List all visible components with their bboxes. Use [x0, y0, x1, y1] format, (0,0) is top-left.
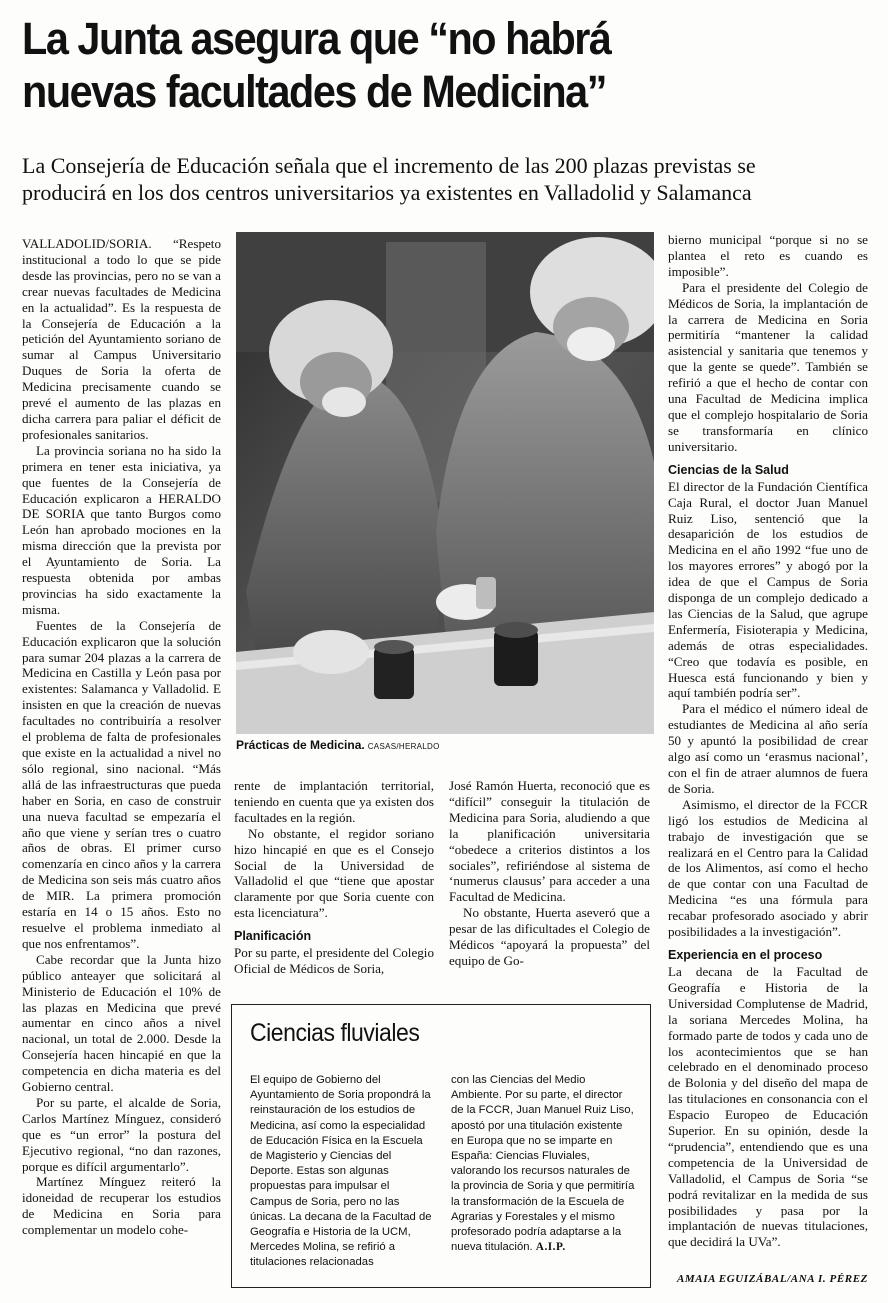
paragraph: José Ramón Huerta, reconoció que es “difícil” conseguir la titulación de Medicina para Soria, aludiendo a que la planificación universitaria “obedece a criterios distintos a los sociales”, refiriéndose al sistema de ‘numerus clausus’ para acceder a una Facultad de Medicina.: [449, 778, 650, 905]
byline: AMAIA EGUIZÁBAL/ANA I. PÉREZ: [676, 1273, 868, 1285]
section-heading-experiencia: Experiencia en el proceso: [668, 947, 823, 962]
article-column-2: [234, 778, 434, 993]
paragraph: Por su parte, el alcalde de Soria, Carlos Martínez Mínguez, consideró que es “un error” la postura del Ejecutivo regional, “no dan razones, porque es difícil argumentarlo”.: [22, 1094, 221, 1174]
headline: [22, 12, 804, 118]
article-column-1: [22, 236, 221, 1296]
subheadline: [22, 152, 872, 206]
sidebar-title: Ciencias fluviales: [250, 1019, 420, 1047]
paragraph: Asimismo, el director de la FCCR ligó los estudios de Medicina al trabajo de investigación que se realizará en el Centro para la Calidad de los Alimentos, así como el hecho de que contar con una Facultad de Medicina “es una fórmula para recabar profesorado asociado y abrir posibilidades a la investigación”.: [668, 796, 868, 940]
photo-medical-students: [236, 232, 654, 734]
photo-credit: CASAS/HERALDO: [367, 742, 440, 751]
paragraph: rente de implantación territorial, teniendo en cuenta que ya existen dos facultades en la región.: [234, 778, 434, 825]
paragraph: bierno municipal “porque si no se plantea el reto es cuando es imposible”.: [668, 232, 868, 279]
headline-line-2: nuevas facultades de Medicina”: [22, 66, 606, 117]
paragraph: Por su parte, el presidente del Colegio Oficial de Médicos de Soria,: [234, 945, 434, 977]
article-column-3: [449, 778, 650, 993]
headline-line-1: La Junta asegura que “no habrá: [22, 13, 611, 64]
photo-caption: [236, 738, 440, 752]
sidebar-column-1: El equipo de Gobierno del Ayuntamiento de Soria propondrá la reinstauración de los estudios de Medicina, así como la especialidad de Educación Física en la Escuela de Magisterio y Ciencias del Deporte. Estas son algunas propuestas para impulsar el Campus de Soria, pero no las únicas. La decana de la Facultad de Geografía e Historia de la UCM, Mercedes Molina, se refirió a titulaciones relacionadas: [250, 1074, 432, 1269]
sidebar-signature: A.I.P.: [535, 1241, 566, 1254]
sidebar-column-2: [451, 1073, 637, 1283]
subheadline-line-2: producirá en los dos centros universitarios ya existentes en Valladolid y Salamanca: [22, 180, 752, 205]
photo-illustration: [236, 232, 654, 734]
paragraph: Para el presidente del Colegio de Médicos de Soria, la implantación de la carrera de Medicina en Soria permitiría “mantener la calidad asistencial y sanitaria que tenemos y que la gente se quede”. También se refirió a que el hecho de contar con una Facultad de Medicina implica que el complejo hospitalario de Soria se transformaría en clínico universitario.: [668, 279, 868, 454]
paragraph: Para el médico el número ideal de estudiantes de Medicina al año sería 50 y apuntó la posibilidad de crear algo así como un ‘erasmus nacional’, con el fin de atraer alumnos de fuera de Soria.: [668, 701, 868, 796]
paragraph: No obstante, Huerta aseveró que a pesar de las dificultades el Colegio de Médicos “apoyará la propuesta” del equipo de Go-: [449, 905, 650, 968]
caption-text: Prácticas de Medicina.: [236, 738, 365, 752]
paragraph: La decana de la Facultad de Geografía e Historia de la Universidad Complutense de Madrid, la soriana Mercedes Molina, ha formado parte de todos y cada uno de los acontecimientos que se han celebrado en el denominado proceso de Bolonia y del diseño del mapa de las titulaciones en consonancia con el Espacio Europeo de Educación Superior. En su opinión, desde la “prudencia”, entendiendo que es una competencia de la Universidad de Valladolid, el Campus de Soria “se podrá revitalizar en la medida de sus posibilidades y pasa por la implantación de nuevas titulaciones, que decidirá la UVa”.: [668, 963, 868, 1250]
subheadline-line-1: La Consejería de Educación señala que el incremento de las 200 plazas previstas se: [22, 153, 756, 178]
paragraph: Fuentes de la Consejería de Educación explicaron que la solución para sumar 204 plazas a la carrera de Medicina en Castilla y León pasa por existentes: Salamanca y Valladolid. E insisten en que la creación de nuevas facultades no contribuiría a resolver el problema de falta de profesionales que existe en la actualidad a nivel no sólo regional, sino nacional. “Más allá de las infraestructuras que pueda haber en Soria, en caso de construir una nueva facultad se empezaría el año que viene y serían tres o cuatro años de obras. El primer curso comenzaría en cinco años y la carrera de Medicina son seis más cuatro años de MIR. La primera promoción estaría en 14 o 15 años. Esto no resuelve el problema inmediato al que nos enfrentamos”.: [22, 617, 221, 951]
sidebar-text: con las Ciencias del Medio Ambiente. Por su parte, el director de la FCCR, Juan Manuel Ruiz Liso, apostó por una titulación existente en Europa que no se imparte en España: Ciencias Fluviales, valorando los recursos naturales de la provincia de Soria y que permitiría la transformación de la Escuela de Agrarias y Forestales y el mismo profesorado podría adaptarse a la nueva titulación.: [451, 1074, 635, 1254]
section-heading-ciencias-salud: Ciencias de la Salud: [668, 462, 789, 477]
paragraph: Martínez Mínguez reiteró la idoneidad de recuperar los estudios de Medicina en Soria para complementar un modelo cohe-: [22, 1174, 221, 1238]
paragraph: No obstante, el regidor soriano hizo hincapié en que es el Consejo Social de la Universidad de Valladolid el que “tiene que apostar claramente por que Soria cuente con esta licenciatura”.: [234, 825, 434, 921]
paragraph: El director de la Fundación Científica Caja Rural, el doctor Juan Manuel Ruiz Liso, sentenció que la desaparición de los estudios de Medicina en el año 1992 “fue uno de los mayores errores” y abogó por la idea de que el Campus de Soria disponga de un complejo dedicado a las Ciencias de la Salud, que agrupe Enfermería, Fisioterapia y Medicina, además de otras especialidades. “Creo que todavía es posible, en Huesca está funcionando y bien y aquí también podría ser”.: [668, 478, 868, 701]
paragraph: VALLADOLID/SORIA. “Respeto institucional a todo lo que se pide desde las provincias, pero no se van a crear nuevas facultades de Medicina en la actualidad”. Es la respuesta de la Consejería de Educación a la petición del Ayuntamiento soriano de sumar al Campus Universitario Duques de Soria la oferta de Medicina precisamente cuando se prevé el aumento de las plazas en dicha carrera para paliar el déficit de profesionales sanitarios.: [22, 236, 221, 442]
section-heading-planificacion: Planificación: [234, 929, 312, 944]
paragraph: La provincia soriana no ha sido la primera en tener esta iniciativa, ya que fuentes de la Consejería de Educación explicaron a HERALDO DE SORIA que tanto Burgos como León han aprobado mociones en la misma dirección que la prevista por el Ayuntamiento de Soria. La respuesta obtenida por ambas provincias ha sido exactamente la misma.: [22, 442, 221, 617]
paragraph: Cabe recordar que la Junta hizo público anteayer que solicitará al Ministerio de Educación el 10% de las plazas en Medicina que prevé aumentar en cinco años a nivel nacional, un total de 2.000. Desde la Consejería hacen hincapié en que la competencia en dicha materia es del Gobierno central.: [22, 951, 221, 1095]
article-column-4: [668, 232, 868, 1282]
sidebar-box: [231, 1004, 651, 1288]
